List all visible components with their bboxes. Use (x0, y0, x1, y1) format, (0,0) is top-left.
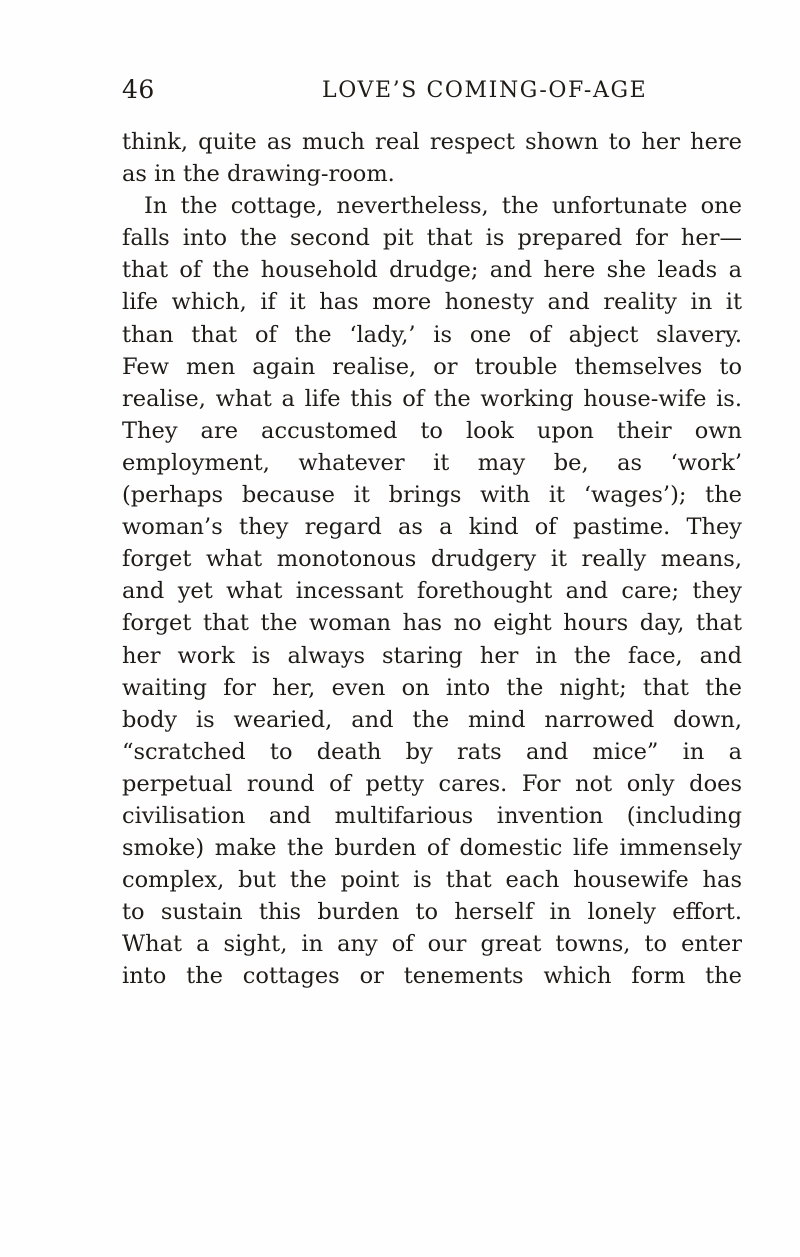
text-line: What a sight, in any of our great towns, to enter (122, 931, 742, 958)
text-line: into the cottages or tenements which form the (122, 963, 742, 990)
text-line: that of the household drudge; and here she leads a (122, 257, 742, 284)
text-line: life which, if it has more honesty and reality in it (122, 289, 742, 316)
text-line: “scratched to death by rats and mice” in a (122, 738, 742, 765)
text-line: smoke) make the burden of domestic life immensely (122, 835, 742, 862)
running-head: LOVE’S COMING-OF-AGE (322, 78, 648, 103)
text-line: as in the drawing-room. (122, 161, 395, 188)
text-line: Few men again realise, or trouble themselves to (122, 353, 742, 380)
text-line: complex, but the point is that each housewife has (122, 867, 742, 894)
text-line: woman’s they regard as a kind of pastime. They (122, 514, 742, 541)
text-line: realise, what a life this of the working house-wife is. (122, 385, 742, 412)
text-line: and yet what incessant forethought and care; they (122, 578, 742, 605)
text-line: perpetual round of petty cares. For not only does (122, 770, 742, 797)
text-line: falls into the second pit that is prepared for her— (122, 225, 742, 252)
text-line: civilisation and multifarious invention (including (122, 802, 742, 829)
text-line: forget what monotonous drudgery it really means, (122, 546, 742, 573)
text-line: forget that the woman has no eight hours day, that (122, 610, 742, 637)
text-line: think, quite as much real respect shown to her here (122, 129, 742, 155)
text-line: employment, whatever it may be, as ‘work’ (122, 449, 742, 476)
text-line: than that of the ‘lady,’ is one of abject slavery. (122, 321, 742, 348)
text-line: (perhaps because it brings with it ‘wages’); the (122, 482, 742, 509)
page-number: 46 (122, 75, 155, 104)
text-line: her work is always staring her in the face, and (122, 642, 742, 669)
text-line: to sustain this burden to herself in lonely effort. (122, 899, 742, 926)
text-line: body is wearied, and the mind narrowed down, (122, 706, 742, 733)
page-header (122, 74, 742, 110)
text-line: They are accustomed to look upon their own (122, 417, 742, 444)
text-line: waiting for her, even on into the night; that the (122, 674, 742, 701)
body-text (122, 126, 742, 993)
text-line: In the cottage, nevertheless, the unfortunate one (144, 193, 742, 220)
